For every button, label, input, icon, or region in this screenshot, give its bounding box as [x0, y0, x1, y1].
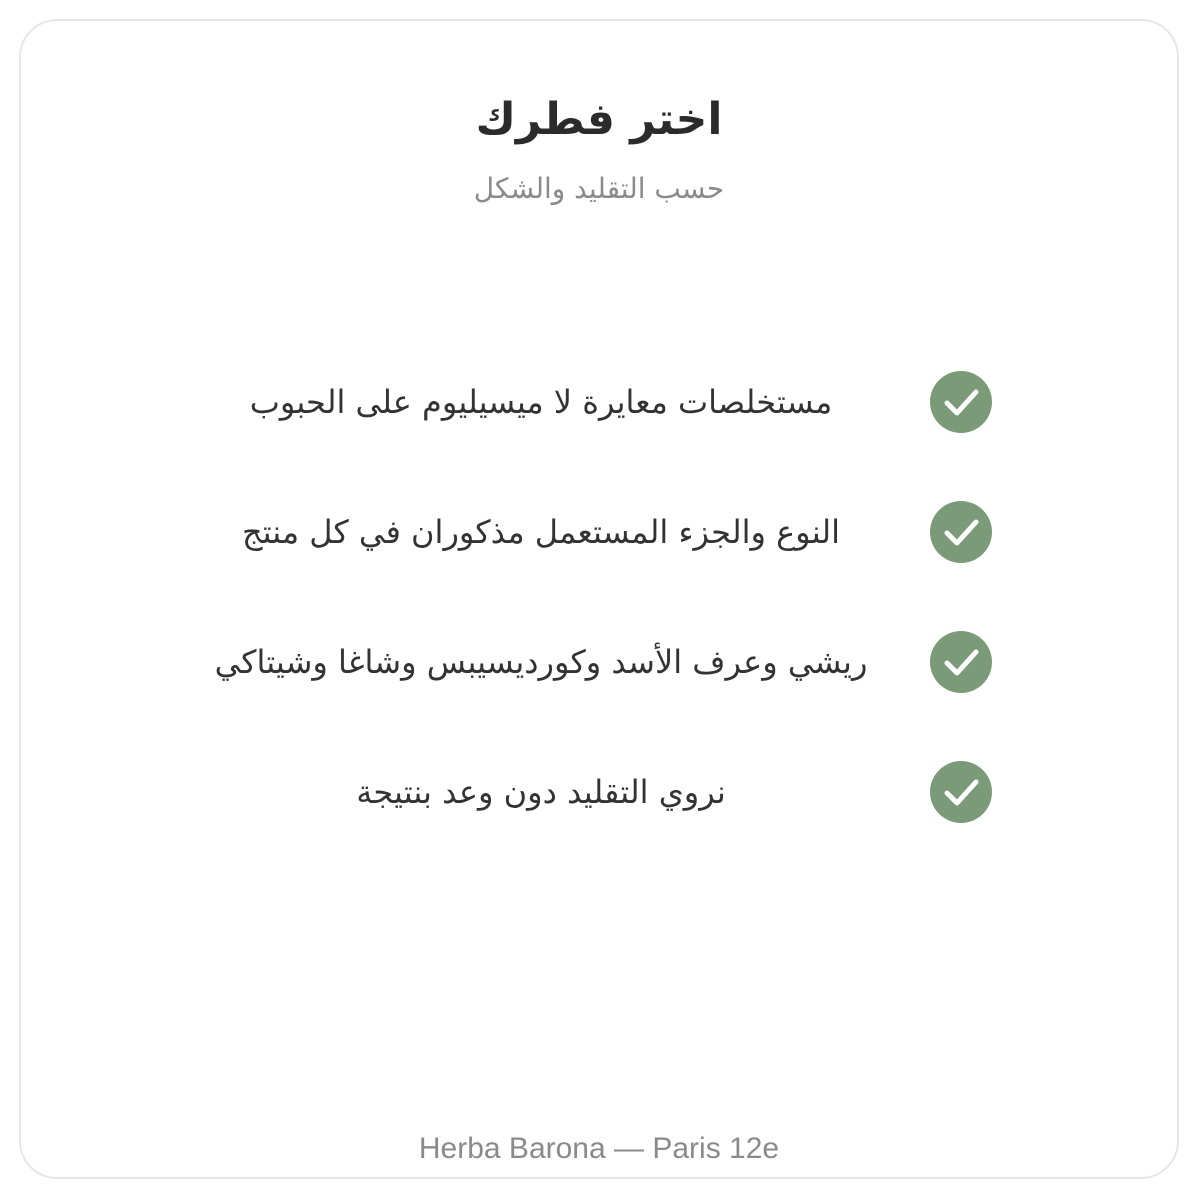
page-title: اختر فطرك [475, 94, 723, 145]
check-circle-icon [930, 631, 992, 693]
page-subtitle: حسب التقليد والشكل [473, 172, 725, 205]
check-circle-icon [930, 371, 992, 433]
feature-item [21, 370, 1181, 434]
feature-text: مستخلصات معايرة لا ميسيليوم على الحبوب [249, 383, 833, 421]
check-circle-icon [930, 761, 992, 823]
feature-text: ريشي وعرف الأسد وكورديسيبس وشاغا وشيتاكي [214, 643, 868, 681]
check-circle-icon [930, 501, 992, 563]
feature-item [21, 500, 1181, 564]
footer-text: Herba Barona — Paris 12e [418, 1132, 780, 1165]
card [19, 19, 1179, 1179]
feature-text: النوع والجزء المستعمل مذكوران في كل منتج [241, 513, 840, 551]
feature-item [21, 760, 1181, 824]
feature-item [21, 630, 1181, 694]
feature-text: نروي التقليد دون وعد بنتيجة [356, 773, 726, 811]
